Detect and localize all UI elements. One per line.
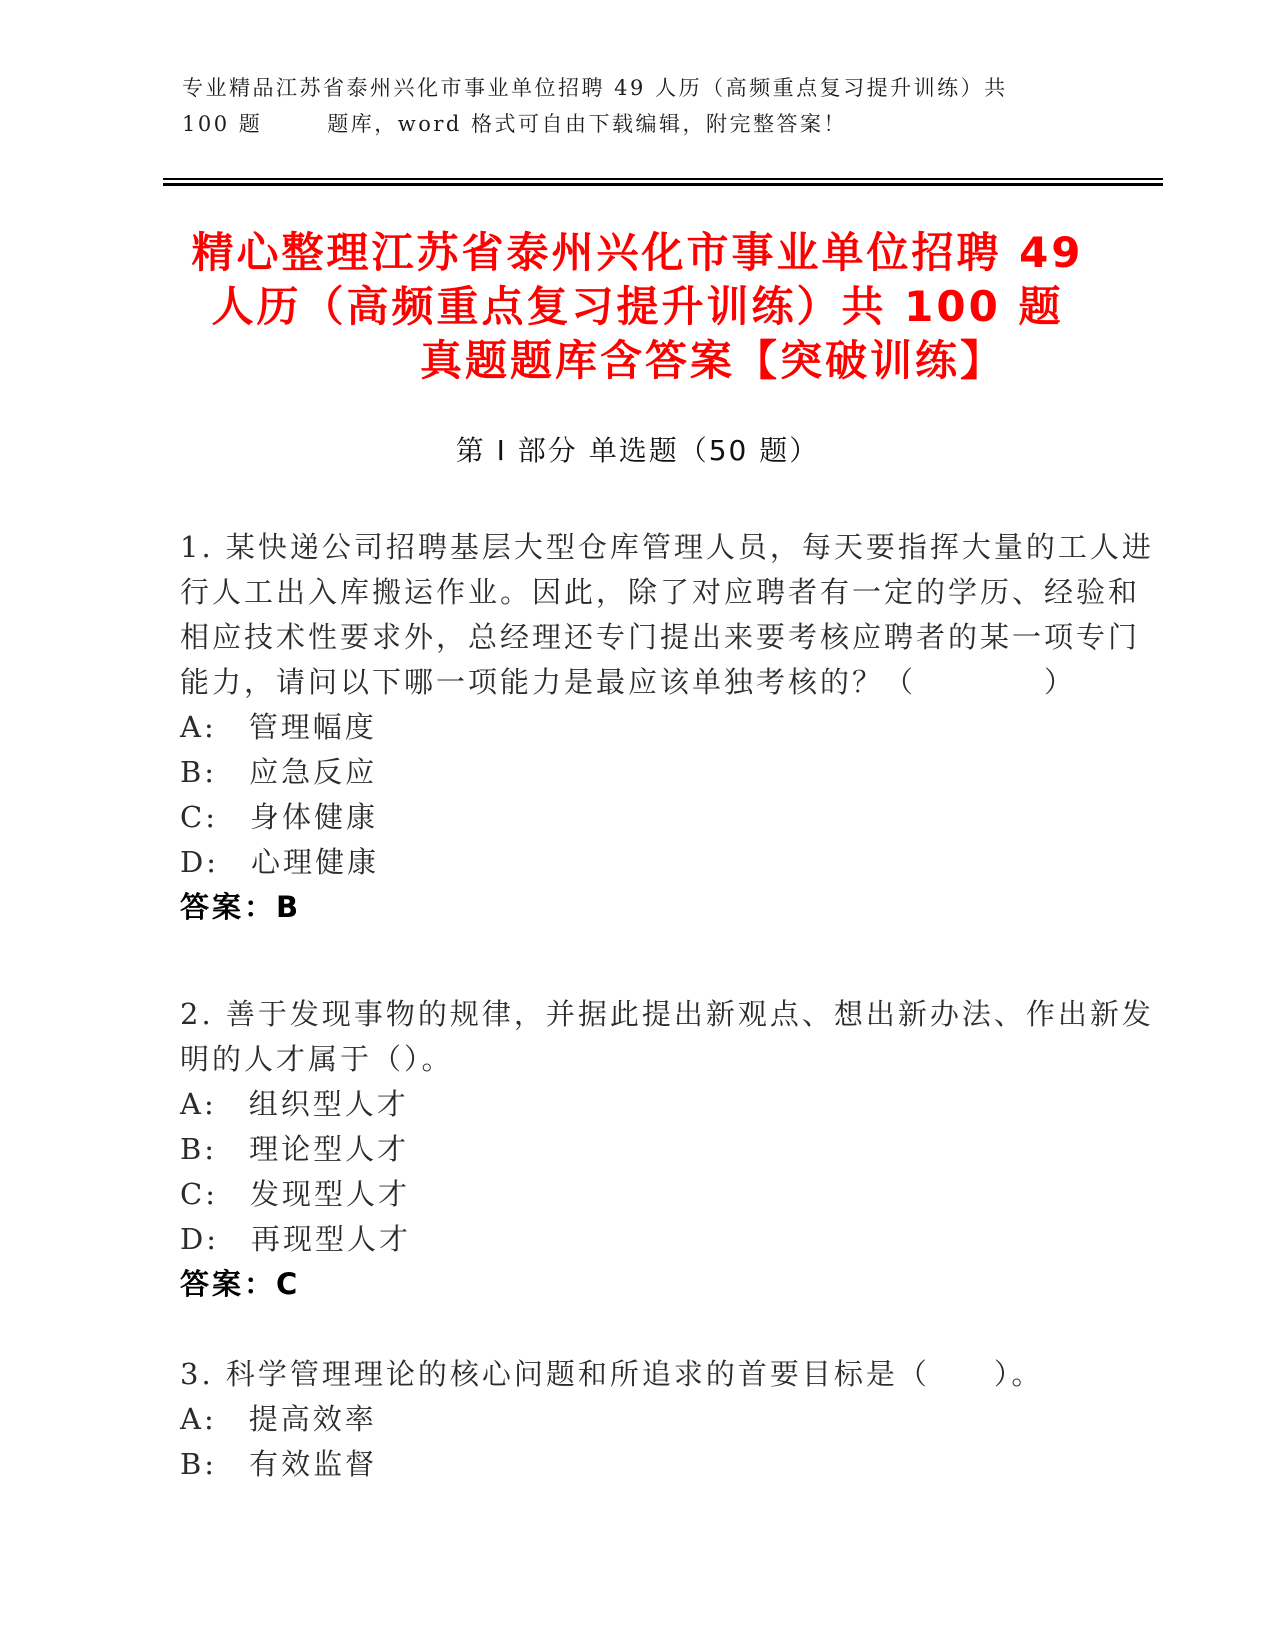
question-1-line-2: 行人工出入库搬运作业。因此，除了对应聘者有一定的学历、经验和 xyxy=(180,575,1141,609)
page-header xyxy=(182,70,1142,142)
header-line-2-note: 题库，word 格式可自由下载编辑，附完整答案！ xyxy=(327,112,848,136)
document-title xyxy=(0,226,1275,388)
question-3 xyxy=(180,1352,1140,1487)
header-divider-rule xyxy=(163,178,1163,186)
question-1-option-c: C: 身体健康 xyxy=(180,800,378,834)
question-2-option-d: D: 再现型人才 xyxy=(180,1222,412,1256)
question-1 xyxy=(180,525,1154,930)
header-line-1: 专业精品江苏省泰州兴化市事业单位招聘 49 人历（高频重点复习提升训练）共 xyxy=(182,76,1008,100)
section-heading: 第 I 部分 单选题（50 题） xyxy=(455,434,820,467)
question-3-line-1: 3. 科学管理理论的核心问题和所追求的首要目标是（ ）。 xyxy=(180,1357,1044,1391)
question-1-option-a: A: 管理幅度 xyxy=(180,710,377,744)
question-1-option-d: D: 心理健康 xyxy=(180,845,380,879)
question-1-answer: 答案：B xyxy=(180,890,302,924)
question-2-line-1: 2. 善于发现事物的规律，并据此提出新观点、想出新办法、作出新发 xyxy=(180,997,1154,1031)
title-line-3: 真题题库含答案【突破训练】 xyxy=(419,336,1005,385)
question-2-option-a: A: 组织型人才 xyxy=(180,1087,409,1121)
question-1-line-3: 相应技术性要求外，总经理还专门提出来要考核应聘者的某一项专门 xyxy=(180,620,1141,654)
question-2-option-b: B: 理论型人才 xyxy=(180,1132,410,1166)
question-2-line-2: 明的人才属于（）。 xyxy=(180,1042,454,1076)
question-2-answer: 答案：C xyxy=(180,1267,301,1301)
title-line-2: 人历（高频重点复习提升训练）共 100 题 xyxy=(211,282,1064,331)
question-3-option-b: B: 有效监督 xyxy=(180,1447,378,1481)
header-line-2 xyxy=(182,106,1142,142)
question-1-option-b: B: 应急反应 xyxy=(180,755,378,789)
question-2-option-c: C: 发现型人才 xyxy=(180,1177,410,1211)
question-1-line-4: 能力，请问以下哪一项能力是最应该单独考核的？（ ） xyxy=(180,665,1077,699)
question-3-option-a: A: 提高效率 xyxy=(180,1402,377,1436)
question-2 xyxy=(180,992,1154,1307)
title-line-1: 精心整理江苏省泰州兴化市事业单位招聘 49 xyxy=(191,228,1084,277)
question-1-line-1: 1. 某快递公司招聘基层大型仓库管理人员，每天要指挥大量的工人进 xyxy=(180,530,1154,564)
header-line-2-count: 100 题 xyxy=(182,112,263,136)
